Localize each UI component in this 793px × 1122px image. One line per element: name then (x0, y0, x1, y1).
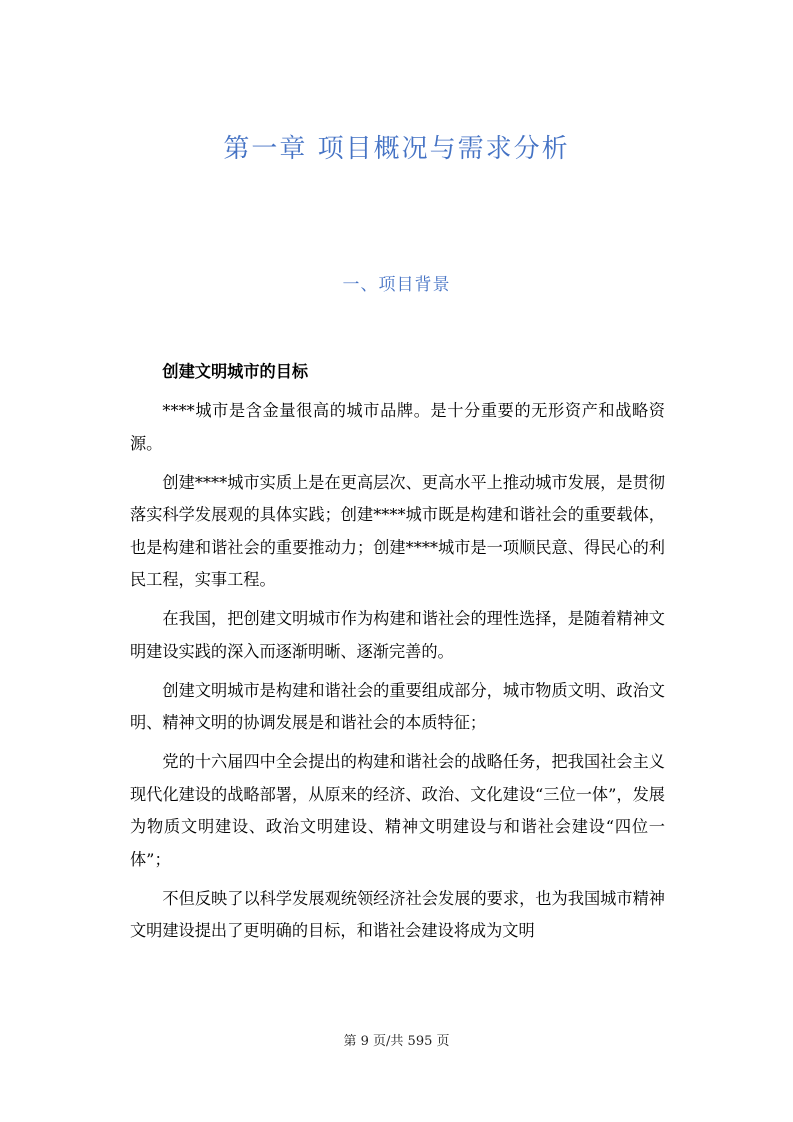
paragraph-2: 创建****城市实质上是在更高层次、更高水平上推动城市发展，是贯彻落实科学发展观的具体实践；创建****城市既是构建和谐社会的重要载体，也是构建和谐社会的重要推动力；创建****城市是一项顺民意、得民心的利民工程，实事工程。 (130, 472, 665, 589)
chapter-title: 第一章 项目概况与需求分析 (223, 134, 570, 164)
paragraph-6: 不但反映了以科学发展观统领经济社会发展的要求，也为我国城市精神文明建设提出了更明确的目标，和谐社会建设将成为文明 (130, 888, 665, 940)
sub-heading: 创建文明城市的目标 (162, 362, 309, 381)
paragraph-4: 创建文明城市是构建和谐社会的重要组成部分，城市物质文明、政治文明、精神文明的协调发展是和谐社会的本质特征； (130, 680, 665, 732)
body-text (130, 356, 665, 954)
section-title: 一、项目背景 (342, 275, 451, 295)
paragraph-5: 党的十六届四中全会提出的构建和谐社会的战略任务，把我国社会主义现代化建设的战略部署，从原来的经济、政治、文化建设“三位一体”，发展为物质文明建设、政治文明建设、精神文明建设与和谐社会建设“四位一体”； (130, 752, 665, 869)
page-number-footer: 第 9 页/共 595 页 (343, 1034, 450, 1049)
paragraph-3: 在我国，把创建文明城市作为构建和谐社会的理性选择，是随着精神文明建设实践的深入而逐渐明晰、逐渐完善的。 (130, 609, 665, 661)
paragraph-1: ****城市是含金量很高的城市品牌。是十分重要的无形资产和战略资源。 (130, 401, 665, 453)
